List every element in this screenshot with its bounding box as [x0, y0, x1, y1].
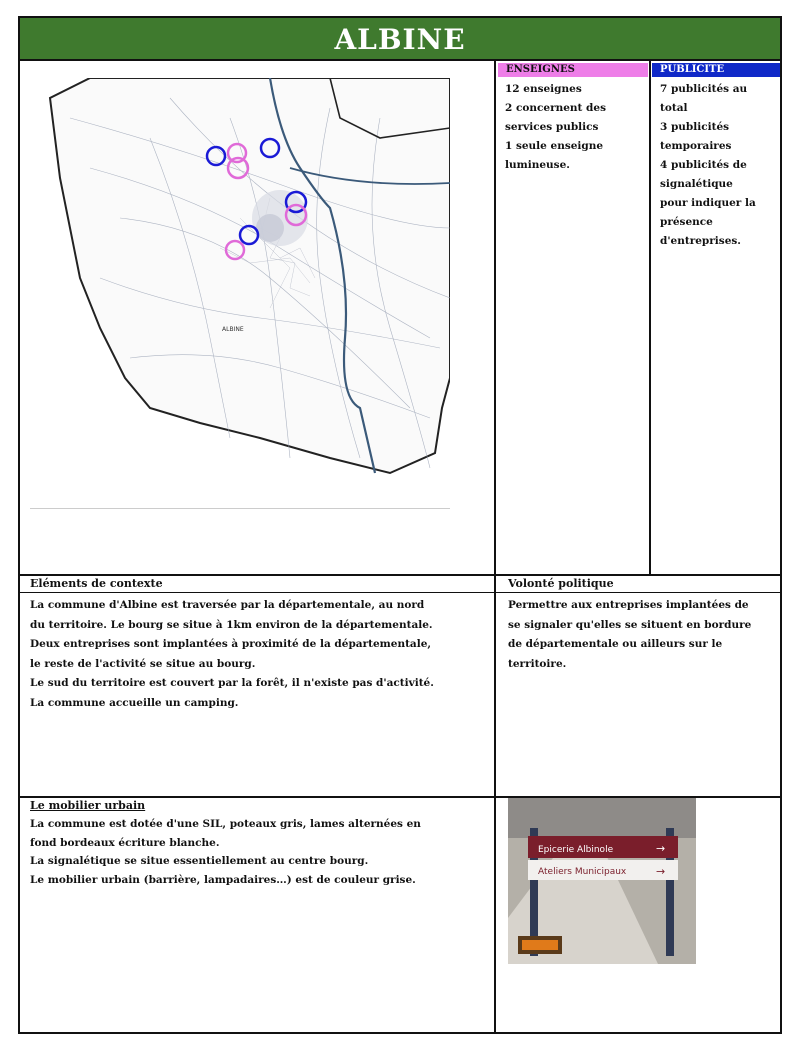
volonte-text	[508, 596, 776, 674]
publicite-list	[660, 80, 778, 251]
svg-text:→: →	[656, 842, 666, 855]
map-town-label: ALBINE	[222, 326, 244, 333]
paragraph-line: La commune est dotée d'une SIL, poteaux gris, lames alternées en	[30, 818, 421, 830]
paragraph-line: fond bordeaux écriture blanche.	[30, 836, 220, 849]
publicite-header: PUBLICITE	[652, 63, 780, 77]
paragraph-line: Le sud du territoire est couvert par la forêt, il n'existe pas d'activité.	[30, 677, 434, 689]
paragraph-line: Permettre aux entreprises implantées de	[508, 599, 749, 611]
list-item: services publics	[505, 121, 599, 133]
page-title: ALBINE	[20, 18, 780, 61]
enseignes-header: ENSEIGNES	[498, 63, 648, 77]
list-item: d'entreprises.	[660, 235, 741, 247]
divider-pub-vertical	[649, 61, 651, 576]
list-item: 2 concernent des	[505, 102, 606, 114]
list-item: lumineuse.	[505, 159, 570, 171]
paragraph-line: Deux entreprises sont implantées à proximité de la départementale,	[30, 638, 432, 650]
divider-map-bottom	[30, 508, 450, 509]
paragraph-line: La commune accueille un camping.	[30, 696, 239, 709]
fiche-commune	[18, 16, 782, 1034]
paragraph-line: La commune d'Albine est traversée par la départementale, au nord	[30, 599, 425, 611]
list-item: 12 enseignes	[505, 83, 582, 95]
list-item: 4 publicités de	[660, 159, 747, 171]
contexte-title: Eléments de contexte	[30, 577, 163, 590]
list-item: 7 publicités au	[660, 83, 748, 95]
paragraph-line: de départementale ou ailleurs sur le	[508, 638, 723, 650]
sign-epicerie: Epicerie Albinole	[538, 845, 614, 855]
volonte-title: Volonté politique	[508, 577, 614, 590]
divider-main-vertical	[494, 61, 496, 1034]
sign-ateliers: Ateliers Municipaux	[538, 867, 627, 877]
svg-text:→: →	[656, 865, 666, 878]
list-item: 3 publicités	[660, 121, 730, 133]
paragraph-line: La signalétique se situe essentiellement au centre bourg.	[30, 855, 369, 867]
list-item: signalétique	[660, 178, 733, 190]
paragraph-line: du territoire. Le bourg se situe à 1km environ de la départementale.	[30, 618, 433, 631]
territory-map	[30, 78, 450, 488]
list-item: total	[660, 102, 688, 114]
paragraph-line: le reste de l'activité se situe au bourg.	[30, 657, 256, 670]
contexte-text	[30, 596, 490, 713]
signage-photo	[508, 798, 696, 964]
mobilier-title: Le mobilier urbain	[30, 799, 146, 812]
paragraph-line: territoire.	[508, 657, 567, 670]
enseignes-list	[505, 80, 645, 175]
list-item: présence	[660, 216, 713, 228]
list-item: temporaires	[660, 140, 732, 152]
paragraph-line: Le mobilier urbain (barrière, lampadaires…) est de couleur grise.	[30, 873, 416, 886]
divider-row-1b	[20, 592, 780, 593]
mobilier-text	[30, 815, 490, 889]
paragraph-line: se signaler qu'elles se situent en bordure	[508, 618, 752, 631]
list-item: pour indiquer la	[660, 197, 756, 209]
list-item: 1 seule enseigne	[505, 140, 604, 152]
